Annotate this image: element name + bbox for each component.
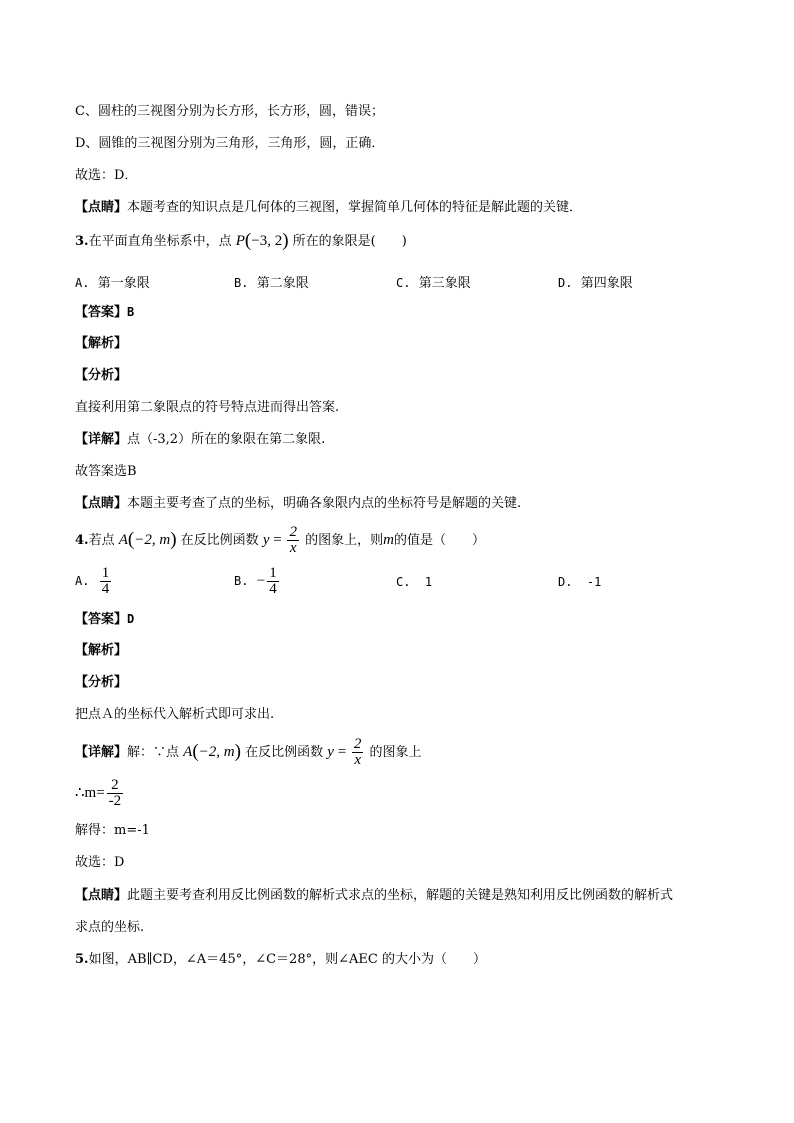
option-text: 1 [424, 575, 433, 589]
point-coords: −2, m [198, 744, 235, 760]
variable-m: m [383, 532, 394, 548]
equals-sign: = [333, 744, 350, 760]
detail-text: 解：∵点 [127, 745, 180, 760]
minus-sign: − [256, 573, 266, 589]
denominator: -2 [108, 793, 122, 809]
detail-text: 在反比例函数 [245, 745, 324, 760]
q4-fenxi-tag: 【分析】 [75, 675, 128, 690]
paren-open: ( [244, 230, 252, 251]
prev-dianjing [75, 200, 582, 216]
therefore-text: ∴m= [75, 785, 105, 801]
dianjing-tag: 【点睛】 [75, 888, 128, 903]
q4-option-a [75, 566, 113, 597]
q3-option-b [234, 272, 309, 291]
detail-text: 点（-3,2）所在的象限在第二象限. [127, 432, 326, 447]
option-letter: C. [396, 276, 411, 290]
q3-conclusion: 故答案选B [75, 464, 137, 479]
denominator: x [289, 540, 297, 556]
q3-option-a [75, 272, 150, 291]
paren-open: ( [127, 529, 135, 550]
paren-close: ) [234, 741, 241, 762]
option-letter: B. [234, 276, 249, 290]
equals-sign: = [269, 532, 286, 548]
q4-analysis: 把点Ａ的坐标代入解析式即可求出. [75, 707, 275, 722]
numerator: 2 [353, 736, 362, 752]
option-letter: C. [396, 575, 411, 589]
q3-option-c [396, 272, 471, 291]
point-name: A [118, 532, 128, 548]
therefore-fraction [107, 778, 124, 809]
dianjing-tag: 【点睛】 [75, 496, 128, 511]
q4-option-d [558, 575, 601, 589]
question-3-stem [75, 232, 407, 250]
q3-answer [75, 304, 134, 321]
option-letter: A. [75, 276, 90, 290]
stem-text: 所在的象限是( ) [292, 234, 407, 249]
function-fraction [287, 525, 299, 556]
point-coords: −3, 2 [251, 233, 283, 249]
dianjing-text: 本题考查的知识点是几何体的三视图，掌握简单几何体的特征是解此题的关键． [127, 200, 583, 215]
function-lhs: y [262, 532, 270, 548]
option-d-explanation: D、圆锥的三视图分别为三角形，三角形，圆，正确． [75, 136, 385, 151]
question-number: 5. [75, 952, 89, 967]
paren-close: ) [170, 529, 177, 550]
denominator: 4 [101, 581, 110, 597]
numerator: 1 [101, 565, 110, 581]
option-letter: A. [75, 574, 90, 588]
q4-solve: 解得：m=-1 [75, 823, 150, 838]
dianjing-text: 本题主要考查了点的坐标，明确各象限内点的坐标符号是解题的关键. [127, 496, 522, 511]
question-number: 4. [75, 533, 89, 548]
detail-tag: 【详解】 [75, 745, 128, 760]
dianjing-tag: 【点睛】 [75, 200, 128, 215]
q4-detail [75, 736, 422, 768]
option-text: 第四象限 [580, 276, 633, 291]
stem-text: 的值是（ ） [393, 533, 485, 548]
numerator: 2 [107, 778, 124, 794]
answer-tag: 【答案】 [75, 305, 128, 320]
question-5-stem [75, 952, 486, 968]
q4-jiexi-tag: 【解析】 [75, 643, 128, 658]
stem-text: 在平面直角坐标系中，点 [88, 234, 232, 249]
answer-value: B [127, 305, 135, 319]
numerator: 2 [289, 524, 297, 540]
point-name: P [235, 233, 245, 249]
point-name: A [183, 744, 193, 760]
option-text: 第三象限 [418, 276, 471, 291]
option-text: -1 [586, 575, 602, 589]
question-number: 3. [75, 234, 89, 249]
q4-therefore [75, 778, 125, 809]
denominator: x [354, 752, 361, 768]
point-coords: −2, m [134, 532, 171, 548]
q4-option-c [396, 575, 432, 589]
stem-text: 如图，AB∥CD，∠A＝45°，∠C＝28°，则∠AEC 的大小为（ ） [88, 952, 486, 967]
option-letter: D. [558, 575, 573, 589]
q3-analysis: 直接利用第二象限点的符号特点进而得出答案. [75, 400, 340, 415]
q4-conclusion: 故选：D [75, 855, 125, 870]
function-fraction [352, 737, 364, 768]
prev-conclusion: 故选：D． [75, 168, 138, 183]
q4-option-b [234, 566, 281, 597]
stem-text: 的图象上，则 [305, 533, 384, 548]
q3-option-d [558, 272, 633, 291]
q3-detail [75, 432, 325, 448]
answer-tag: 【答案】 [75, 612, 128, 627]
detail-tag: 【详解】 [75, 432, 128, 447]
paren-close: ) [282, 230, 289, 251]
q3-fenxi-tag: 【分析】 [75, 368, 128, 383]
q3-dianjing [75, 496, 521, 512]
q4-answer [75, 611, 134, 628]
option-letter: D. [558, 276, 573, 290]
denominator: 4 [269, 581, 277, 597]
paren-open: ( [192, 741, 199, 762]
detail-text: 的图象上 [369, 745, 422, 760]
option-c-explanation: C、圆柱的三视图分别为长方形，长方形，圆，错误； [75, 104, 384, 119]
option-fraction [267, 566, 279, 597]
q4-dianjing-1 [75, 888, 673, 904]
dianjing-text: 此题主要考查利用反比例函数的解析式求点的坐标，解题的关键是熟知利用反比例函数的解析式 [127, 888, 674, 903]
option-letter: B. [234, 574, 249, 588]
function-lhs: y [327, 744, 334, 760]
q3-jiexi-tag: 【解析】 [75, 336, 128, 351]
q4-dianjing-2: 求点的坐标. [75, 920, 145, 935]
stem-text: 若点 [88, 533, 115, 548]
option-fraction [100, 566, 112, 597]
question-4-stem [75, 524, 485, 556]
option-text: 第一象限 [97, 276, 150, 291]
answer-value: D [127, 612, 135, 626]
numerator: 1 [269, 565, 277, 581]
option-text: 第二象限 [256, 276, 309, 291]
stem-text: 在反比例函数 [180, 533, 259, 548]
